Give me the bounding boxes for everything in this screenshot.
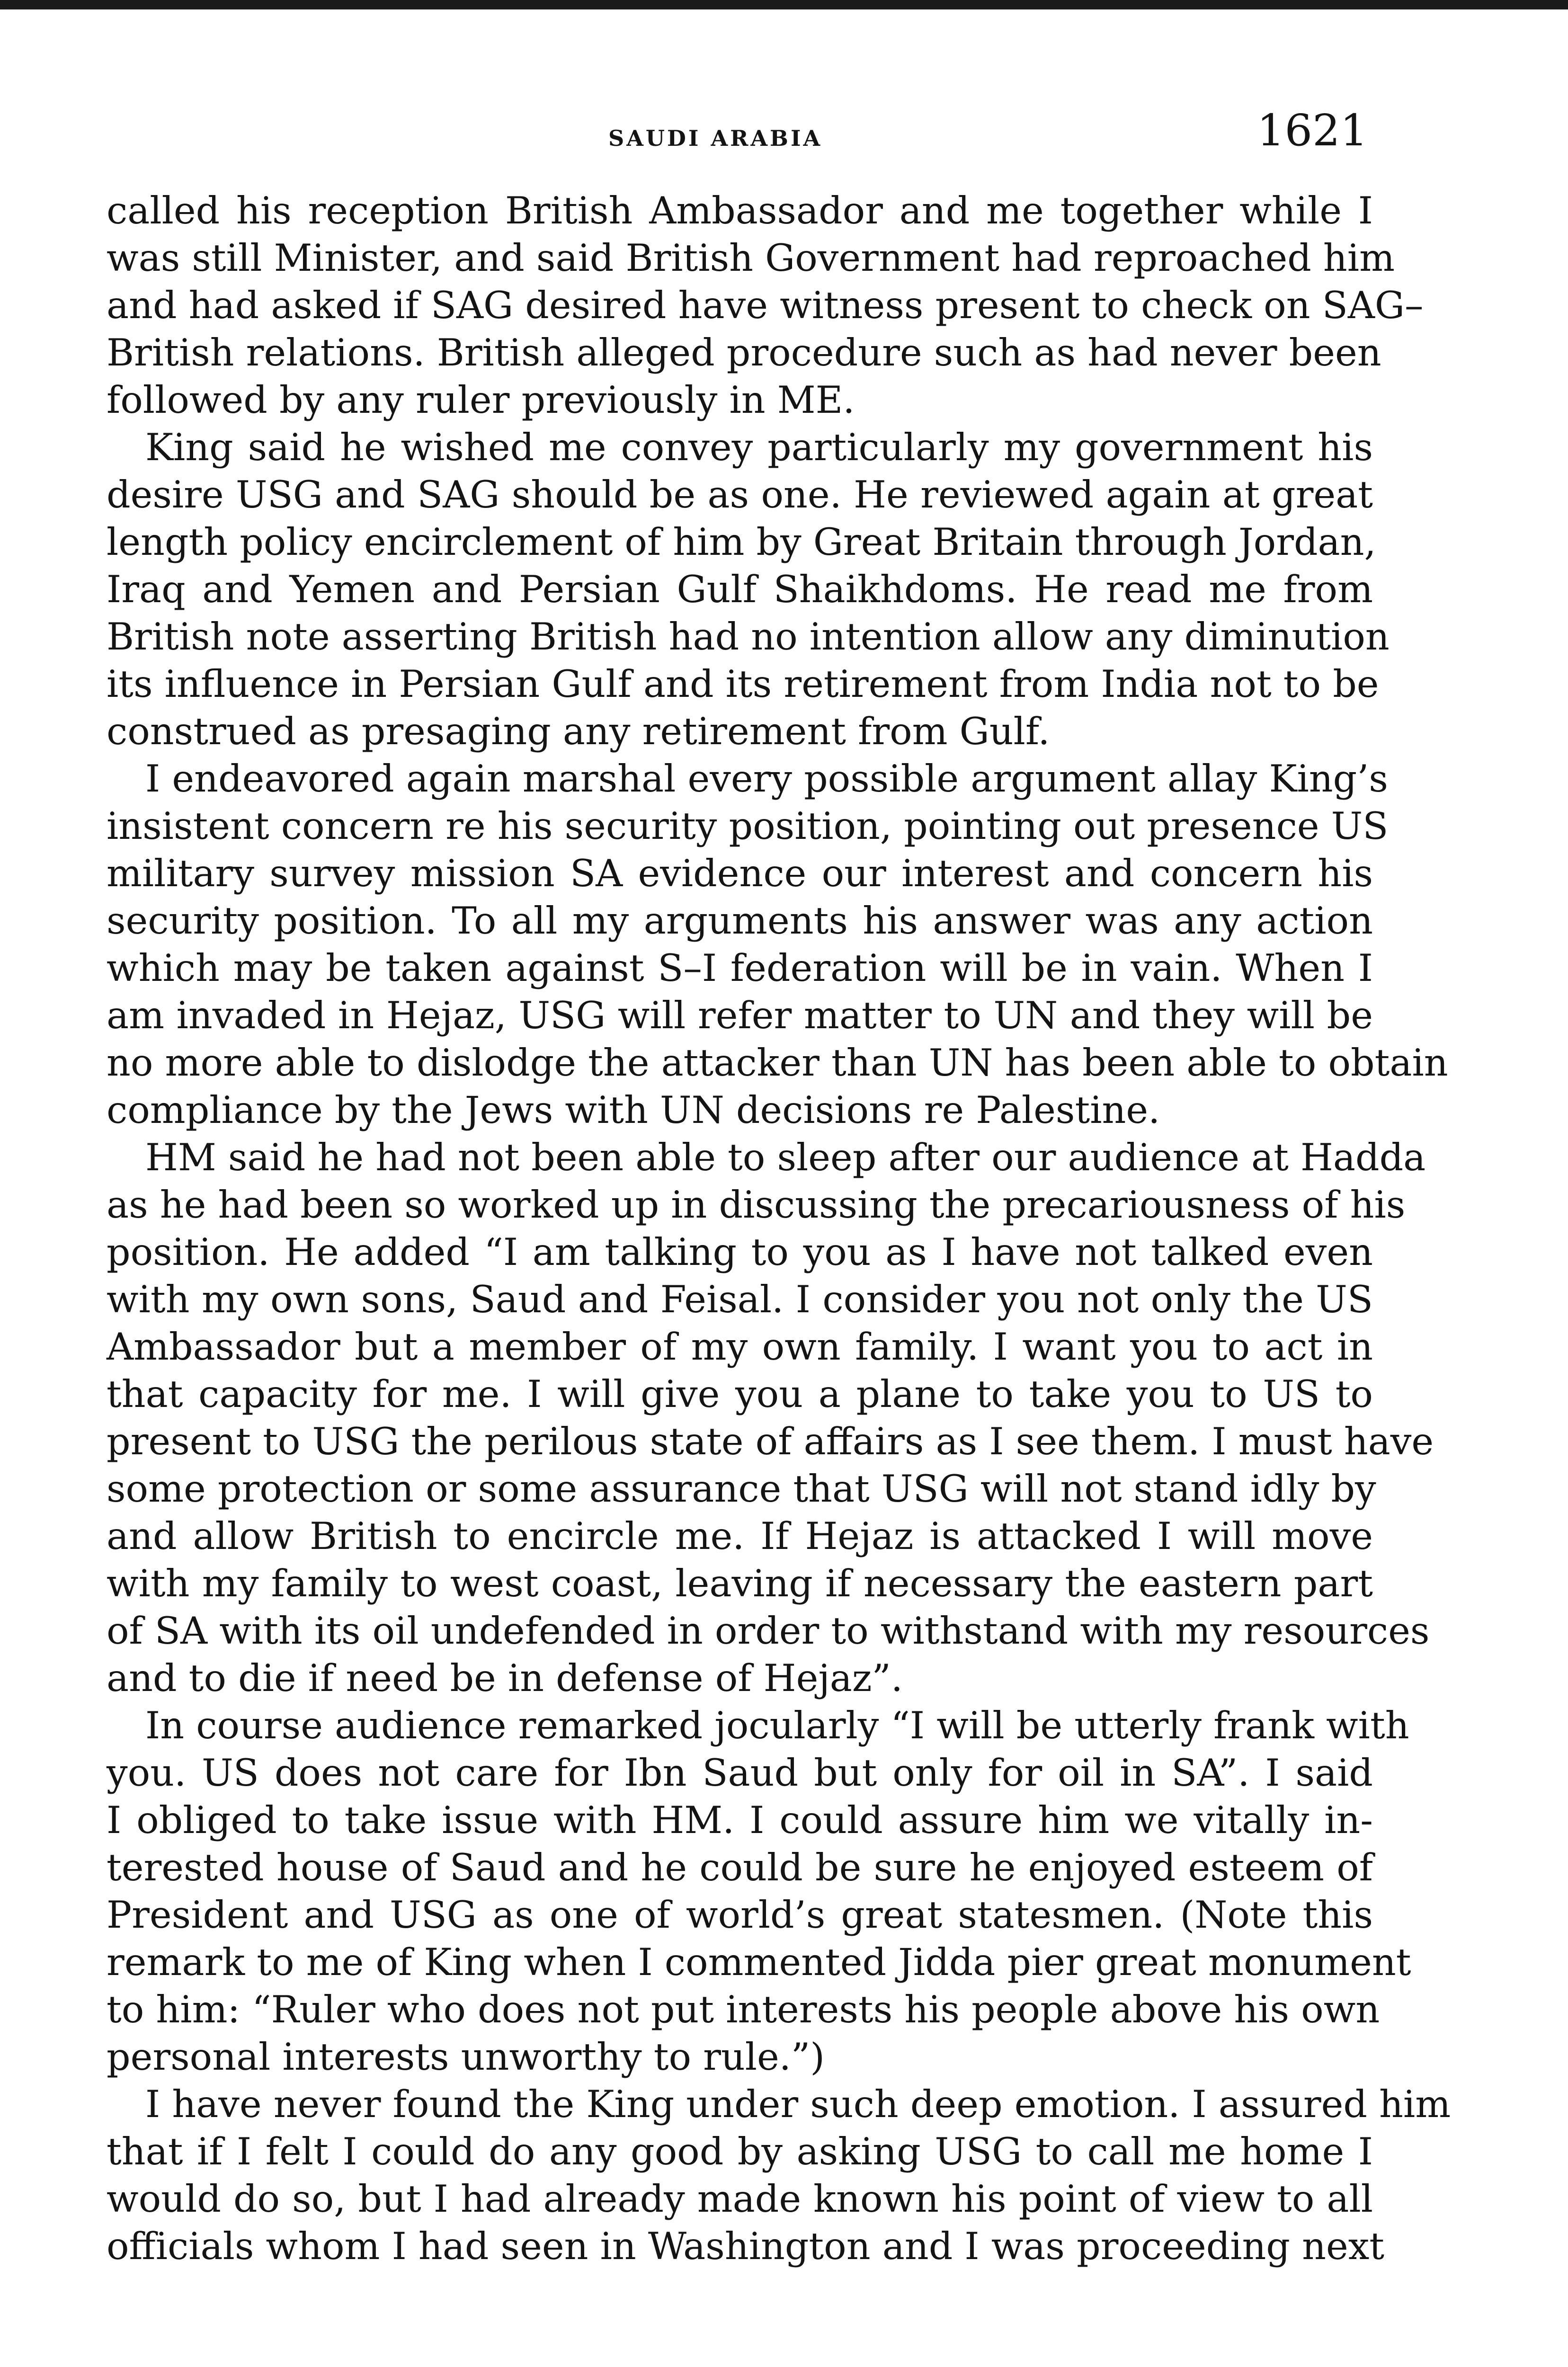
text-line: HM said he had not been able to sleep after our audience at Hadda xyxy=(145,1136,1426,1179)
text-line: called his reception British Ambassador and me together while I xyxy=(107,189,1373,232)
text-line: Ambassador but a member of my own family. I want you to act in xyxy=(107,1325,1373,1369)
text-line: officials whom I had seen in Washington and I was proceeding next xyxy=(107,2225,1385,2268)
text-line: President and USG as one of world’s great statesmen. (Note this xyxy=(107,1893,1373,1937)
text-line: desire USG and SAG should be as one. He reviewed again at great xyxy=(107,473,1373,516)
text-line: security position. To all my arguments his answer was any action xyxy=(107,899,1373,943)
text-line: some protection or some assurance that USG will not stand idly by xyxy=(107,1467,1376,1511)
text-line: followed by any ruler previously in ME. xyxy=(107,378,855,422)
text-line: that if I felt I could do any good by asking USG to call me home I xyxy=(107,2130,1373,2173)
text-line: with my family to west coast, leaving if necessary the eastern part xyxy=(107,1562,1373,1605)
text-line: that capacity for me. I will give you a plane to take you to US to xyxy=(107,1372,1373,1416)
text-line: you. US does not care for Ibn Saud but only for oil in SA”. I said xyxy=(107,1751,1373,1795)
text-line: position. He added “I am talking to you as I have not talked even xyxy=(107,1230,1373,1274)
text-line: was still Minister, and said British Government had reproached him xyxy=(107,236,1395,280)
running-head: SAUDI ARABIA xyxy=(608,125,823,151)
text-line: would do so, but I had already made known his point of view to all xyxy=(107,2177,1373,2221)
top-border-rule xyxy=(0,0,1568,9)
text-line: compliance by the Jews with UN decisions re Palestine. xyxy=(107,1088,1160,1132)
text-line: construed as presaging any retirement from Gulf. xyxy=(107,710,1050,753)
text-line: personal interests unworthy to rule.”) xyxy=(107,2035,825,2079)
text-line: military survey mission SA evidence our interest and concern his xyxy=(107,852,1373,895)
text-line: insistent concern re his security position, pointing out presence US xyxy=(107,804,1389,848)
text-line: I endeavored again marshal every possible argument allay King’s xyxy=(145,757,1388,801)
text-line: and had asked if SAG desired have witness present to check on SAG– xyxy=(107,284,1424,327)
text-line: to him: “Ruler who does not put interests his people above his own xyxy=(107,1988,1380,2031)
text-line: of SA with its oil undefended in order to withstand with my resources xyxy=(107,1609,1430,1653)
text-line: as he had been so worked up in discussing the precariousness of his xyxy=(107,1183,1406,1227)
text-line: am invaded in Hejaz, USG will refer matter to UN and they will be xyxy=(107,994,1373,1037)
text-line: remark to me of King when I commented Jidda pier great monument xyxy=(107,1940,1411,1984)
text-line: I have never found the King under such deep emotion. I assured him xyxy=(145,2082,1451,2126)
page-number: 1621 xyxy=(1257,105,1368,156)
text-line: British note asserting British had no intention allow any diminution xyxy=(107,615,1390,658)
text-line: no more able to dislodge the attacker than UN has been able to obtain xyxy=(107,1041,1448,1085)
body-text xyxy=(107,187,1451,2270)
text-line: length policy encirclement of him by Great Britain through Jordan, xyxy=(107,520,1376,564)
text-line: with my own sons, Saud and Feisal. I consider you not only the US xyxy=(107,1278,1373,1321)
text-line: Iraq and Yemen and Persian Gulf Shaikhdoms. He read me from xyxy=(107,568,1373,611)
text-line: terested house of Saud and he could be sure he enjoyed esteem of xyxy=(107,1846,1373,1889)
text-line: King said he wished me convey particularly my government his xyxy=(145,426,1373,469)
text-line: and allow British to encircle me. If Hejaz is attacked I will move xyxy=(107,1514,1373,1558)
text-line: In course audience remarked jocularly “I will be utterly frank with xyxy=(145,1704,1409,1747)
text-line: and to die if need be in defense of Hejaz”. xyxy=(107,1656,903,1700)
text-line: present to USG the perilous state of affairs as I see them. I must have xyxy=(107,1420,1434,1463)
text-line: British relations. British alleged procedure such as had never been xyxy=(107,331,1381,374)
text-line: which may be taken against S–I federation will be in vain. When I xyxy=(107,946,1373,990)
text-line: its influence in Persian Gulf and its retirement from India not to be xyxy=(107,662,1379,706)
text-line: I obliged to take issue with HM. I could assure him we vitally in- xyxy=(107,1798,1373,1842)
